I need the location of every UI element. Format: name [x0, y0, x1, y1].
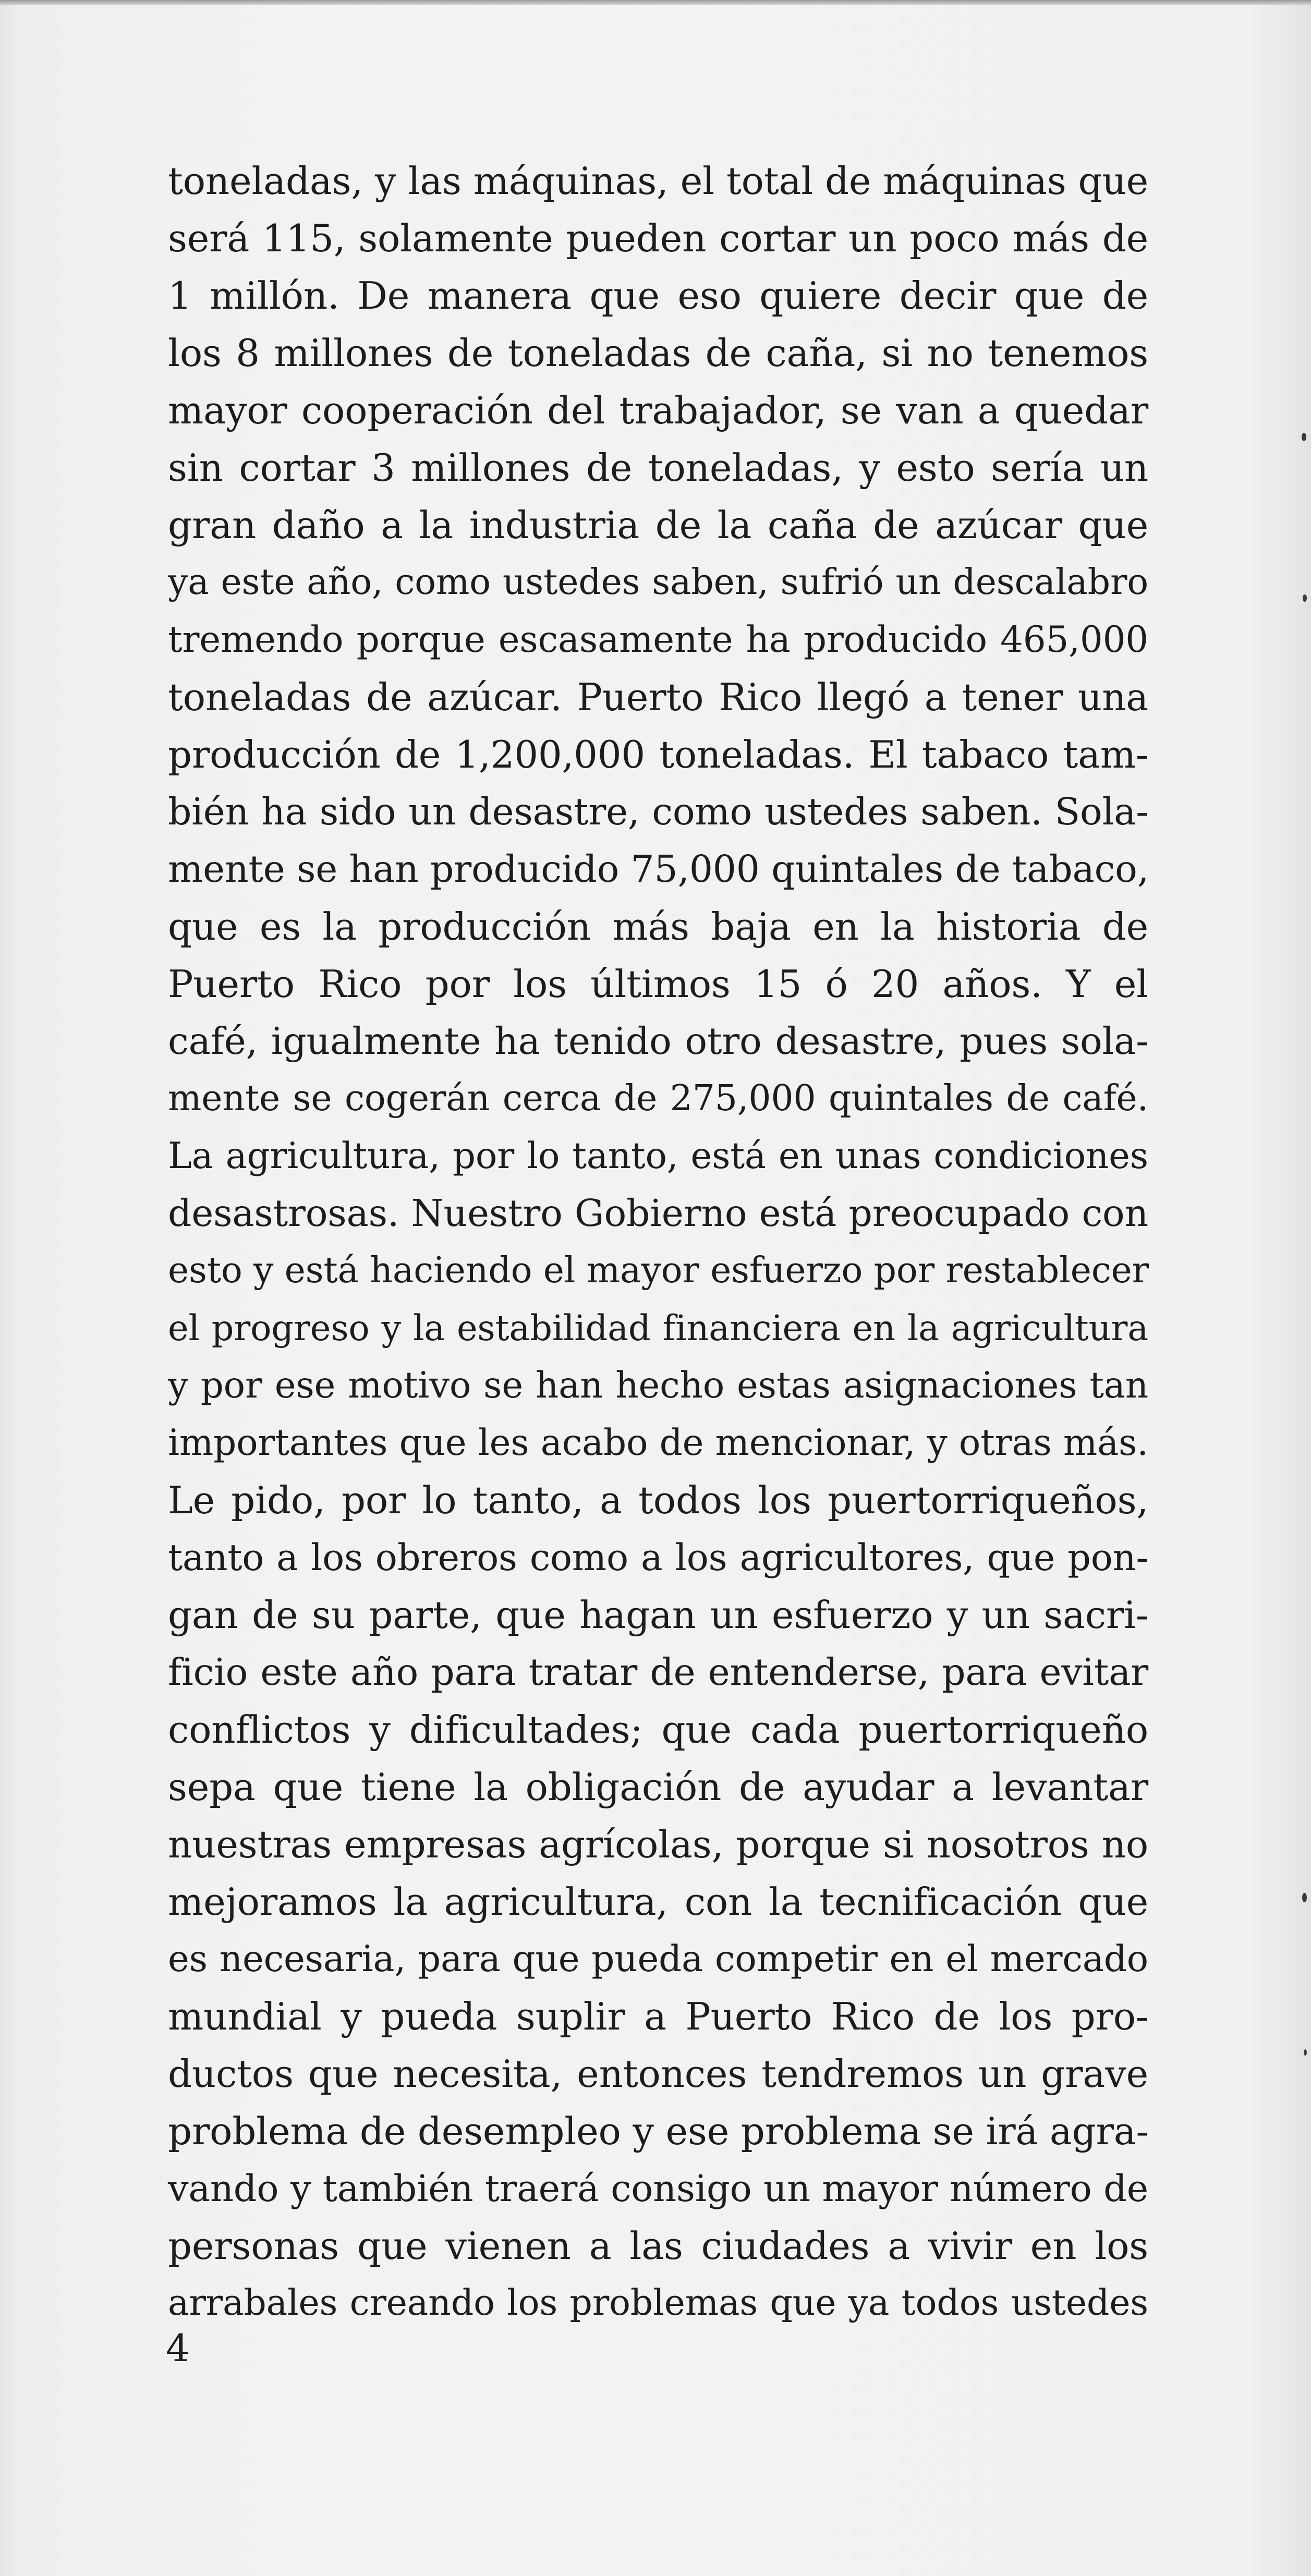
- text-line: vando y también traerá consigo un mayor número de: [168, 2167, 1148, 2210]
- body-text: [168, 152, 1148, 2332]
- text-line: producción de 1,200,000 toneladas. El tabaco tam-: [168, 733, 1148, 776]
- text-line: es necesaria, para que pueda competir en el mercado: [168, 1938, 1148, 1980]
- text-line: café, igualmente ha tenido otro desastre, pues sola-: [168, 1019, 1148, 1063]
- text-line: sepa que tiene la obligación de ayudar a levantar: [168, 1765, 1148, 1809]
- text-line: Le pido, por lo tanto, a todos los puertorriqueños,: [168, 1478, 1148, 1522]
- text-line: mente se han producido 75,000 quintales de tabaco,: [168, 847, 1149, 891]
- text-line: mente se cogerán cerca de 275,000 quintales de café.: [168, 1078, 1148, 1119]
- text-line: los 8 millones de toneladas de caña, si no tenemos: [168, 331, 1148, 375]
- text-line: será 115, solamente pueden cortar un poco más de: [168, 216, 1148, 260]
- text-line: gran daño a la industria de la caña de azúcar que: [168, 503, 1148, 547]
- text-line: ya este año, como ustedes saben, sufrió un descalabro: [168, 562, 1148, 603]
- text-line: ductos que necesita, entonces tendremos un grave: [168, 2052, 1148, 2096]
- scan-speck: [1302, 1893, 1307, 1902]
- text-line: tremendo porque escasamente ha producido 465,000: [168, 619, 1148, 661]
- text-line: 1 millón. De manera que eso quiere decir que de: [168, 274, 1148, 318]
- text-line: conflictos y dificultades; que cada puertorriqueño: [168, 1708, 1148, 1752]
- text-line: Puerto Rico por los últimos 15 ó 20 años. Y el: [168, 962, 1148, 1006]
- text-line: desastrosas. Nuestro Gobierno está preocupado con: [168, 1192, 1148, 1235]
- text-line: nuestras empresas agrícolas, porque si nosotros no: [168, 1822, 1148, 1866]
- text-line: mayor cooperación del trabajador, se van a quedar: [168, 388, 1148, 432]
- text-line: importantes que les acabo de mencionar, y otras más.: [168, 1422, 1148, 1464]
- text-line: toneladas de azúcar. Puerto Rico llegó a tener una: [168, 675, 1148, 719]
- text-line: toneladas, y las máquinas, el total de máquinas que: [168, 159, 1148, 203]
- text-line: y por ese motivo se han hecho estas asignaciones tan: [168, 1365, 1148, 1406]
- text-line: tanto a los obreros como a los agricultores, que pon-: [168, 1536, 1148, 1579]
- text-line: esto y está haciendo el mayor esfuerzo por restablecer: [168, 1250, 1149, 1291]
- text-line: La agricultura, por lo tanto, está en unas condiciones: [168, 1135, 1148, 1177]
- scan-speck: [1303, 594, 1307, 602]
- text-line: arrabales creando los problemas que ya todos ustedes: [168, 2282, 1148, 2324]
- scan-speck: [1304, 2049, 1307, 2056]
- text-line: sin cortar 3 millones de toneladas, y esto sería un: [168, 446, 1148, 490]
- page-top-edge: [0, 0, 1311, 5]
- text-line: problema de desempleo y ese problema se irá agra-: [168, 2109, 1149, 2153]
- text-line: bién ha sido un desastre, como ustedes saben. Sola-: [168, 790, 1148, 833]
- page-number: 4: [166, 2326, 190, 2370]
- text-line: ficio este año para tratar de entenderse, para evitar: [168, 1650, 1148, 1694]
- text-line: mundial y pueda suplir a Puerto Rico de los pro-: [168, 1995, 1148, 2038]
- text-line: el progreso y la estabilidad financiera en la agricultura: [168, 1308, 1148, 1348]
- text-line: que es la producción más baja en la historia de: [168, 905, 1148, 949]
- text-line: gan de su parte, que hagan un esfuerzo y un sacri-: [168, 1593, 1148, 1637]
- text-line: personas que vienen a las ciudades a vivir en los: [168, 2224, 1148, 2268]
- text-line: mejoramos la agricultura, con la tecnificación que: [168, 1880, 1148, 1924]
- scan-speck: [1302, 433, 1306, 441]
